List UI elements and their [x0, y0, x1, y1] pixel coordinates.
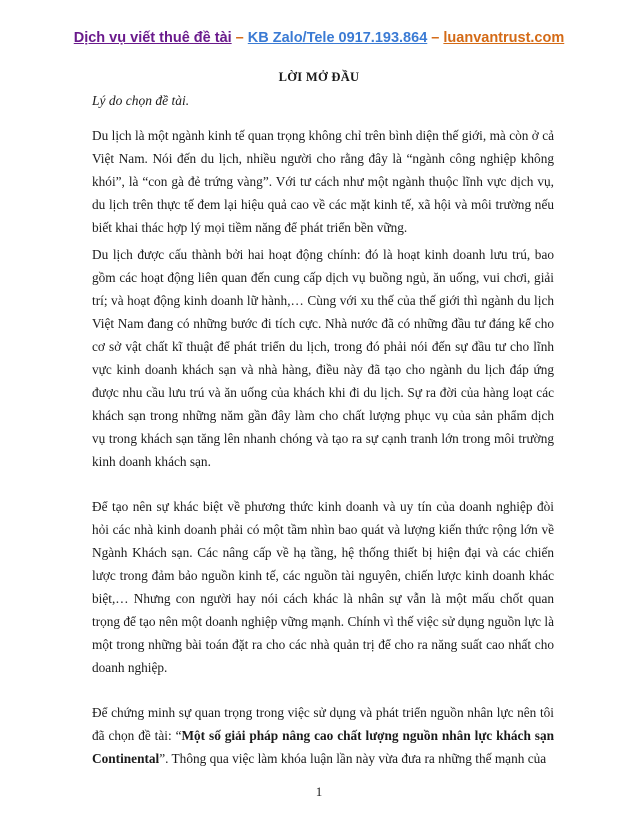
thesis-title: Một số giải pháp nâng cao chất lượng nguồn nhân lực khách sạn Continental — [92, 728, 554, 766]
page-title: LỜI MỞ ĐẦU — [278, 70, 360, 84]
contact-link[interactable]: KB Zalo/Tele 0917.193.864 — [247, 30, 428, 46]
paragraph-text-end: ”. Thông qua việc làm khóa luận lần này vừa đưa ra những thế mạnh của — [159, 751, 547, 766]
paragraph-text-start: Để chứng minh sự quan trọng trong việc sử dụng và phát triển nguồn nhân lực nên tôi đã chọn đề tài: “ — [92, 705, 554, 743]
header-separator: – — [231, 30, 248, 46]
section-subtitle: Lý do chọn đề tài. — [92, 93, 190, 108]
website-link[interactable]: luanvantrust.com — [443, 30, 565, 46]
header-separator: – — [427, 30, 444, 46]
paragraph-2 — [92, 243, 554, 473]
paragraph-1 — [92, 124, 554, 239]
paragraph-4 — [92, 701, 554, 770]
paragraph-text: Để tạo nên sự khác biệt về phương thức kinh doanh và uy tín của doanh nghiệp đòi hỏi các nhà kinh doanh phải có một tầm nhìn bao quát và lượng kiến thức rộng lớn về Ngành Khách sạn. Các nâng cấp về hạ tầng, hệ thống thiết bị hiện đại và các chiến lược trong đảm bảo nguồn kinh tế, các nguồn tài nguyên, chiến lược kinh doanh khác biệt,… Nhưng con người hay nói cách khác là nhân sự vẫn là một mấu chốt quan trọng để tạo nên một doanh nghiệp vững mạnh. Chính vì thế việc sử dụng nguồn lực là một trong những bài toán đặt ra cho các nhà quản trị để cho ra năng suất cao nhất cho doanh nghiệp. — [92, 499, 554, 675]
paragraph-3 — [92, 495, 554, 679]
service-link[interactable]: Dịch vụ viết thuê đề tài — [73, 30, 232, 46]
paragraph-text: Du lịch là một ngành kinh tế quan trọng không chỉ trên bình diện thế giới, mà còn ở cả Việt Nam. Nói đến du lịch, nhiều người cho rằng đây là “ngành công nghiệp không khói”, là “con gà đẻ trứng vàng”. Với tư cách như một ngành thuộc lĩnh vực dịch vụ, du lịch trên thực tế đem lại hiệu quả cao về các mặt kinh tế, xã hội và môi trường nếu biết khai thác hợp lý mọi tiềm năng để phát triển bền vững. — [92, 128, 554, 235]
page-number: 1 — [315, 784, 323, 799]
page-header — [0, 30, 638, 46]
paragraph-text: Du lịch được cấu thành bởi hai hoạt động chính: đó là hoạt kinh doanh lưu trú, bao gồm các hoạt động liên quan đến cung cấp dịch vụ buồng ngủ, ăn uống, vui chơi, giải trí; và hoạt động kinh doanh lữ hành,… Cùng với xu thế của thế giới thì ngành du lịch Việt Nam đang có những bước đi tích cực. Nhà nước đã có những đầu tư đáng kể cho cơ sở vật chất kĩ thuật để phát triển du lịch, trong đó phải nói đến sự đầu tư cho lĩnh vực kinh doanh khách sạn và nhà hàng, điều này đã tạo cho ngành du lịch đáp ứng được nhu cầu lưu trú và ăn uống của khách khi đi du lịch. Sự ra đời của hàng loạt các khách sạn trong những năm gần đây làm cho chất lượng phục vụ của sản phẩm dịch vụ trong khách sạn tăng lên nhanh chóng và tạo ra sự cạnh tranh lớn trong môi trường kinh doanh khách sạn. — [92, 247, 554, 469]
paragraph-text — [92, 701, 554, 770]
